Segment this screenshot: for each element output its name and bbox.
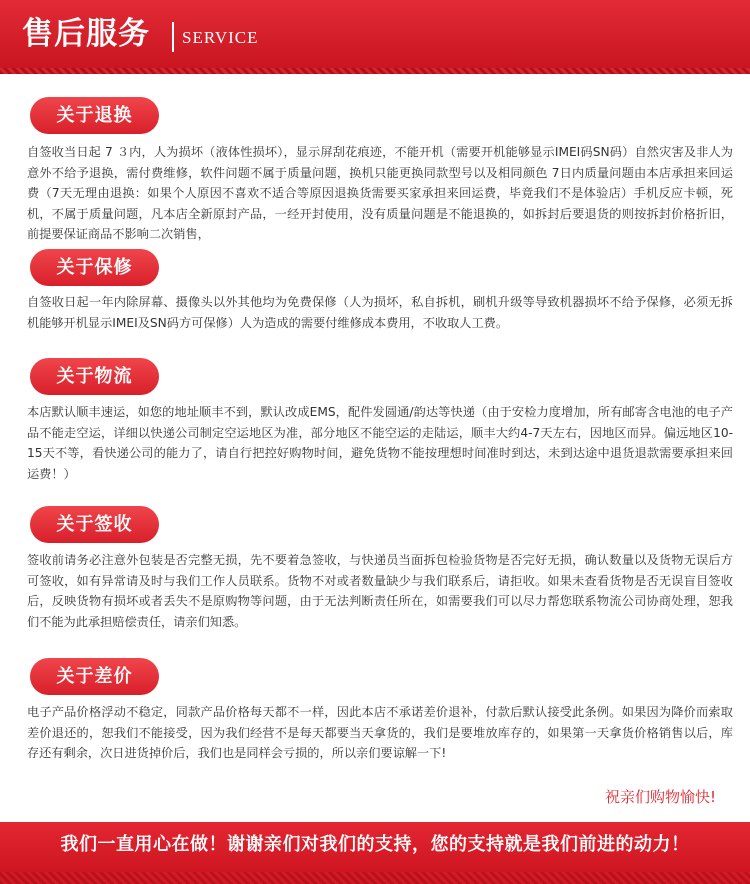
header-stripe: [0, 68, 750, 74]
shopping-wish: 祝亲们购物愉快!: [604, 788, 716, 806]
section-title-logistics: 关于物流: [30, 358, 159, 395]
section-text-price-difference: 电子产品价格浮动不稳定，同款产品价格每天都不一样，因此本店不承诺差价退补，付款后默认接受此条例。如果因为降价而索取差价退还的，恕我们不能接受，因为我们经营不是每天都要当天拿货的，我们是要堆放库存的，如果第一天拿货价格销售以后，库存还有剩余，次日进货掉价后，我们也是同样会亏损的，所以亲们要谅解一下!: [27, 705, 733, 761]
section-text-logistics: 本店默认顺丰速运，如您的地址顺丰不到，默认改成EMS，配件发圆通/韵达等快递（由于安检力度增加，所有邮寄含电池的电子产品不能走空运，详细以快递公司制定空运地区为准，部分地区不能空运的走陆运，顺丰大约4-7天左右，因地区而异。偏远地区10-15天不等，看快递公司的能力了，请自行把控好购物时间，避免货物不能按理想时间准时到达，未到达途中退货退款需要承担来回运费！）: [27, 405, 733, 481]
footer-text: 我们一直用心在做！谢谢亲们对我们的支持，您的支持就是我们前进的动力！: [60, 834, 690, 855]
section-title-signing: 关于签收: [30, 506, 159, 543]
section-text-signing: 签收前请务必注意外包装是否完整无损，先不要着急签收，与快递员当面拆包检验货物是否完好无损，确认数量以及货物无误后方可签收，如有异常请及时与我们工作人员联系。货物不对或者数量缺少与我们联系后，请拒收。如果未查看货物是否无误盲目签收后，反映货物有损坏或者丢失不是原购物等问题，由于无法判断责任所在，如需要我们可以尽力帮您联系物流公司协商处理，恕我们不能为此承担赔偿责任，请亲们知悉。: [27, 553, 733, 629]
section-text-returns: 自签收当日起 7 ３内，人为损坏（液体性损坏），显示屏刮花痕迹，不能开机（需要开机能够显示IMEI码SN码）自然灾害及非人为意外不给予退换，需付费维修，软件问题不属于质量问题，换机只能更换同款型号以及相同颜色 7日内质量问题由本店承担来回运费（7天无理由退换：如果个人原因不喜欢不适合等原因退换货需要买家承担来回运费，毕竟我们不是体验店）手机反应卡顿，死机，不属于质量问题，凡本店全新原封产品，一经开封使用，没有质量问题是不能退换的，如拆封后要退货的则按拆封价格折旧，前提要保证商品不影响二次销售，: [27, 145, 733, 242]
footer-banner: [0, 822, 750, 884]
section-title-warranty: 关于保修: [30, 249, 159, 286]
header-banner: [0, 0, 750, 74]
title-divider: [172, 22, 174, 52]
section-title-price-difference: 关于差价: [30, 658, 159, 695]
section-text-warranty: 自签收日起一年内除屏幕、摄像头以外其他均为免费保修（人为损坏，私自拆机，刷机升级等导致机器损坏不给予保修，必须无拆机能够开机显示IMEI及SN码方可保修）人为造成的需要付维修成本费用，不收取人工费。: [27, 295, 733, 330]
section-title-returns: 关于退换: [30, 97, 159, 134]
page-title: 售后服务: [22, 16, 150, 52]
page-subtitle: SERVICE: [182, 28, 259, 47]
